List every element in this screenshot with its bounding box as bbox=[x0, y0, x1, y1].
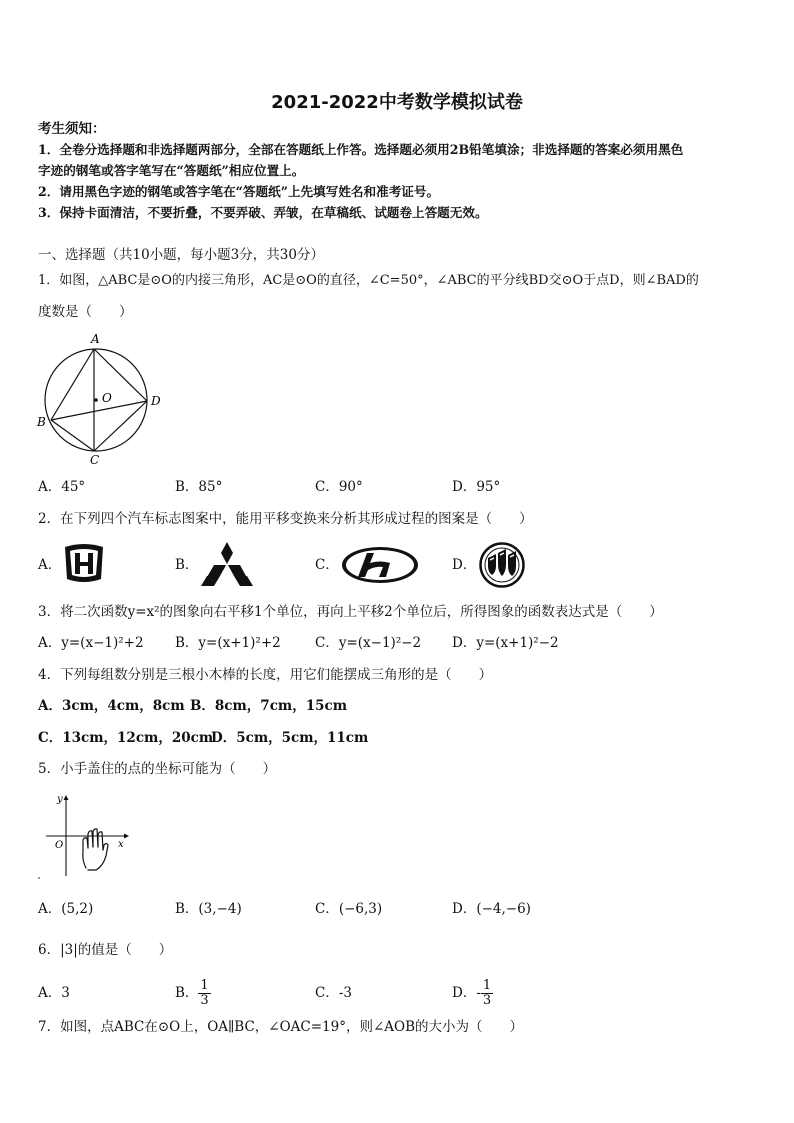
q4-option-b: B．8cm，7cm，15cm bbox=[190, 698, 347, 714]
q2-label-c: C． bbox=[315, 557, 339, 573]
q2-label-d: D． bbox=[452, 557, 477, 573]
q5-x-arrow-icon bbox=[124, 834, 129, 839]
q1-text-line1: 1．如图，△ABC是⊙O的内接三角形，AC是⊙O的直径，∠C=50°，∠ABC的平分线BD交⊙O于点D，则∠BAD的 bbox=[38, 273, 699, 288]
q6-option-c: C．-3 bbox=[315, 985, 352, 1001]
q6-option-b-denominator: 3 bbox=[200, 993, 209, 1008]
q5-label-x: x bbox=[118, 839, 124, 850]
q2-text: 2．在下列四个汽车标志图案中，能用平移变换来分析其形成过程的图案是（ ） bbox=[38, 511, 533, 527]
page-title: 2021-2022中考数学模拟试卷 bbox=[271, 92, 523, 113]
q6-option-d-numerator: 1 bbox=[482, 978, 492, 993]
q6-option-d-fraction bbox=[481, 979, 493, 1008]
section-heading: 一、选择题（共10小题，每小题3分，共30分） bbox=[38, 247, 324, 263]
q5-axes-figure bbox=[38, 790, 134, 882]
q2-label-b: B． bbox=[175, 557, 199, 573]
q4-option-c: C．13cm，12cm，20cm bbox=[38, 730, 214, 746]
notice-line-1a: 1．全卷分选择题和非选择题两部分，全部在答题纸上作答。选择题必须用2B铅笔填涂；非选择题的答案必须用黑色 bbox=[38, 142, 684, 157]
q5-option-c: C．(−6,3) bbox=[315, 901, 383, 917]
q1-chord-cd bbox=[94, 401, 147, 451]
q5-y-arrow-icon bbox=[64, 795, 69, 800]
q1-text-line2: 度数是（ ） bbox=[38, 304, 133, 320]
q1-option-a: A．45° bbox=[38, 479, 86, 495]
q5-text: 5．小手盖住的点的坐标可能为（ ） bbox=[38, 761, 277, 777]
q6-option-d-denominator: 3 bbox=[482, 993, 492, 1008]
q7-text: 7．如图，点ABC在⊙O上，OA∥BC，∠OAC=19°，则∠AOB的大小为（ ） bbox=[38, 1019, 524, 1035]
q6-option-d bbox=[452, 972, 493, 1014]
q1-label-c: C bbox=[90, 453, 100, 467]
q1-label-b: B bbox=[37, 415, 46, 429]
q6-option-d-prefix: D．- bbox=[452, 985, 481, 1001]
q1-option-c: C．90° bbox=[315, 479, 363, 495]
q1-label-o: O bbox=[102, 391, 112, 405]
q4-option-a: A．3cm，4cm，8cm bbox=[38, 698, 185, 714]
q6-option-b-numerator: 1 bbox=[200, 978, 209, 993]
notice-line-2: 2．请用黑色字迹的钢笔或答字笔在“答题纸”上先填写姓名和准考证号。 bbox=[38, 184, 440, 199]
q1-option-b: B．85° bbox=[175, 479, 223, 495]
q2-label-a: A． bbox=[38, 557, 62, 573]
q6-option-b-prefix: B． bbox=[175, 985, 199, 1001]
honda-logo-icon bbox=[62, 543, 106, 585]
hand-icon bbox=[83, 829, 108, 870]
notice-line-3: 3．保持卡面清洁，不要折叠，不要弄破、弄皱，在草稿纸、试题卷上答题无效。 bbox=[38, 205, 488, 220]
mitsubishi-logo-icon bbox=[200, 541, 254, 587]
q6-option-a: A．3 bbox=[38, 985, 70, 1001]
q6-option-b bbox=[175, 972, 211, 1014]
q1-option-d: D．95° bbox=[452, 479, 501, 495]
q5-option-d: D．(−4,−6) bbox=[452, 901, 531, 917]
q1-bisector-bd bbox=[51, 401, 147, 420]
q1-label-a: A bbox=[91, 332, 100, 346]
q1-label-d: D bbox=[151, 394, 161, 408]
q6-text: 6．|3|的值是（ ） bbox=[38, 942, 173, 958]
q5-label-o: O bbox=[55, 840, 64, 851]
q3-text: 3．将二次函数y=x²的图象向右平移1个单位，再向上平移2个单位后，所得图象的函数表达式是（ ） bbox=[38, 604, 663, 620]
buick-logo-icon bbox=[479, 542, 525, 588]
q1-center-dot bbox=[94, 398, 98, 402]
hyundai-logo-icon bbox=[340, 545, 420, 585]
q3-option-a: A．y=(x−1)²+2 bbox=[38, 635, 144, 651]
q4-option-d: D．5cm，5cm，11cm bbox=[211, 730, 369, 746]
q5-option-b: B．(3,−4) bbox=[175, 901, 242, 917]
q1-side-bc bbox=[51, 420, 94, 451]
q3-option-c: C．y=(x−1)²−2 bbox=[315, 635, 422, 651]
q6-option-b-fraction bbox=[198, 979, 210, 1008]
q3-option-d: D．y=(x+1)²−2 bbox=[452, 635, 559, 651]
q5-option-a: A．(5,2) bbox=[38, 901, 94, 917]
q1-side-ab bbox=[51, 349, 94, 420]
q5-label-y: y bbox=[57, 794, 63, 805]
notice-heading: 考生须知： bbox=[38, 121, 106, 137]
q1-circle-figure bbox=[36, 330, 176, 470]
q5-stray-dot bbox=[38, 877, 40, 879]
q3-option-b: B．y=(x+1)²+2 bbox=[175, 635, 281, 651]
q4-text: 4．下列每组数分别是三根小木棒的长度，用它们能摆成三角形的是（ ） bbox=[38, 667, 493, 683]
notice-line-1b: 字迹的钢笔或答字笔写在“答题纸”相应位置上。 bbox=[38, 163, 305, 178]
